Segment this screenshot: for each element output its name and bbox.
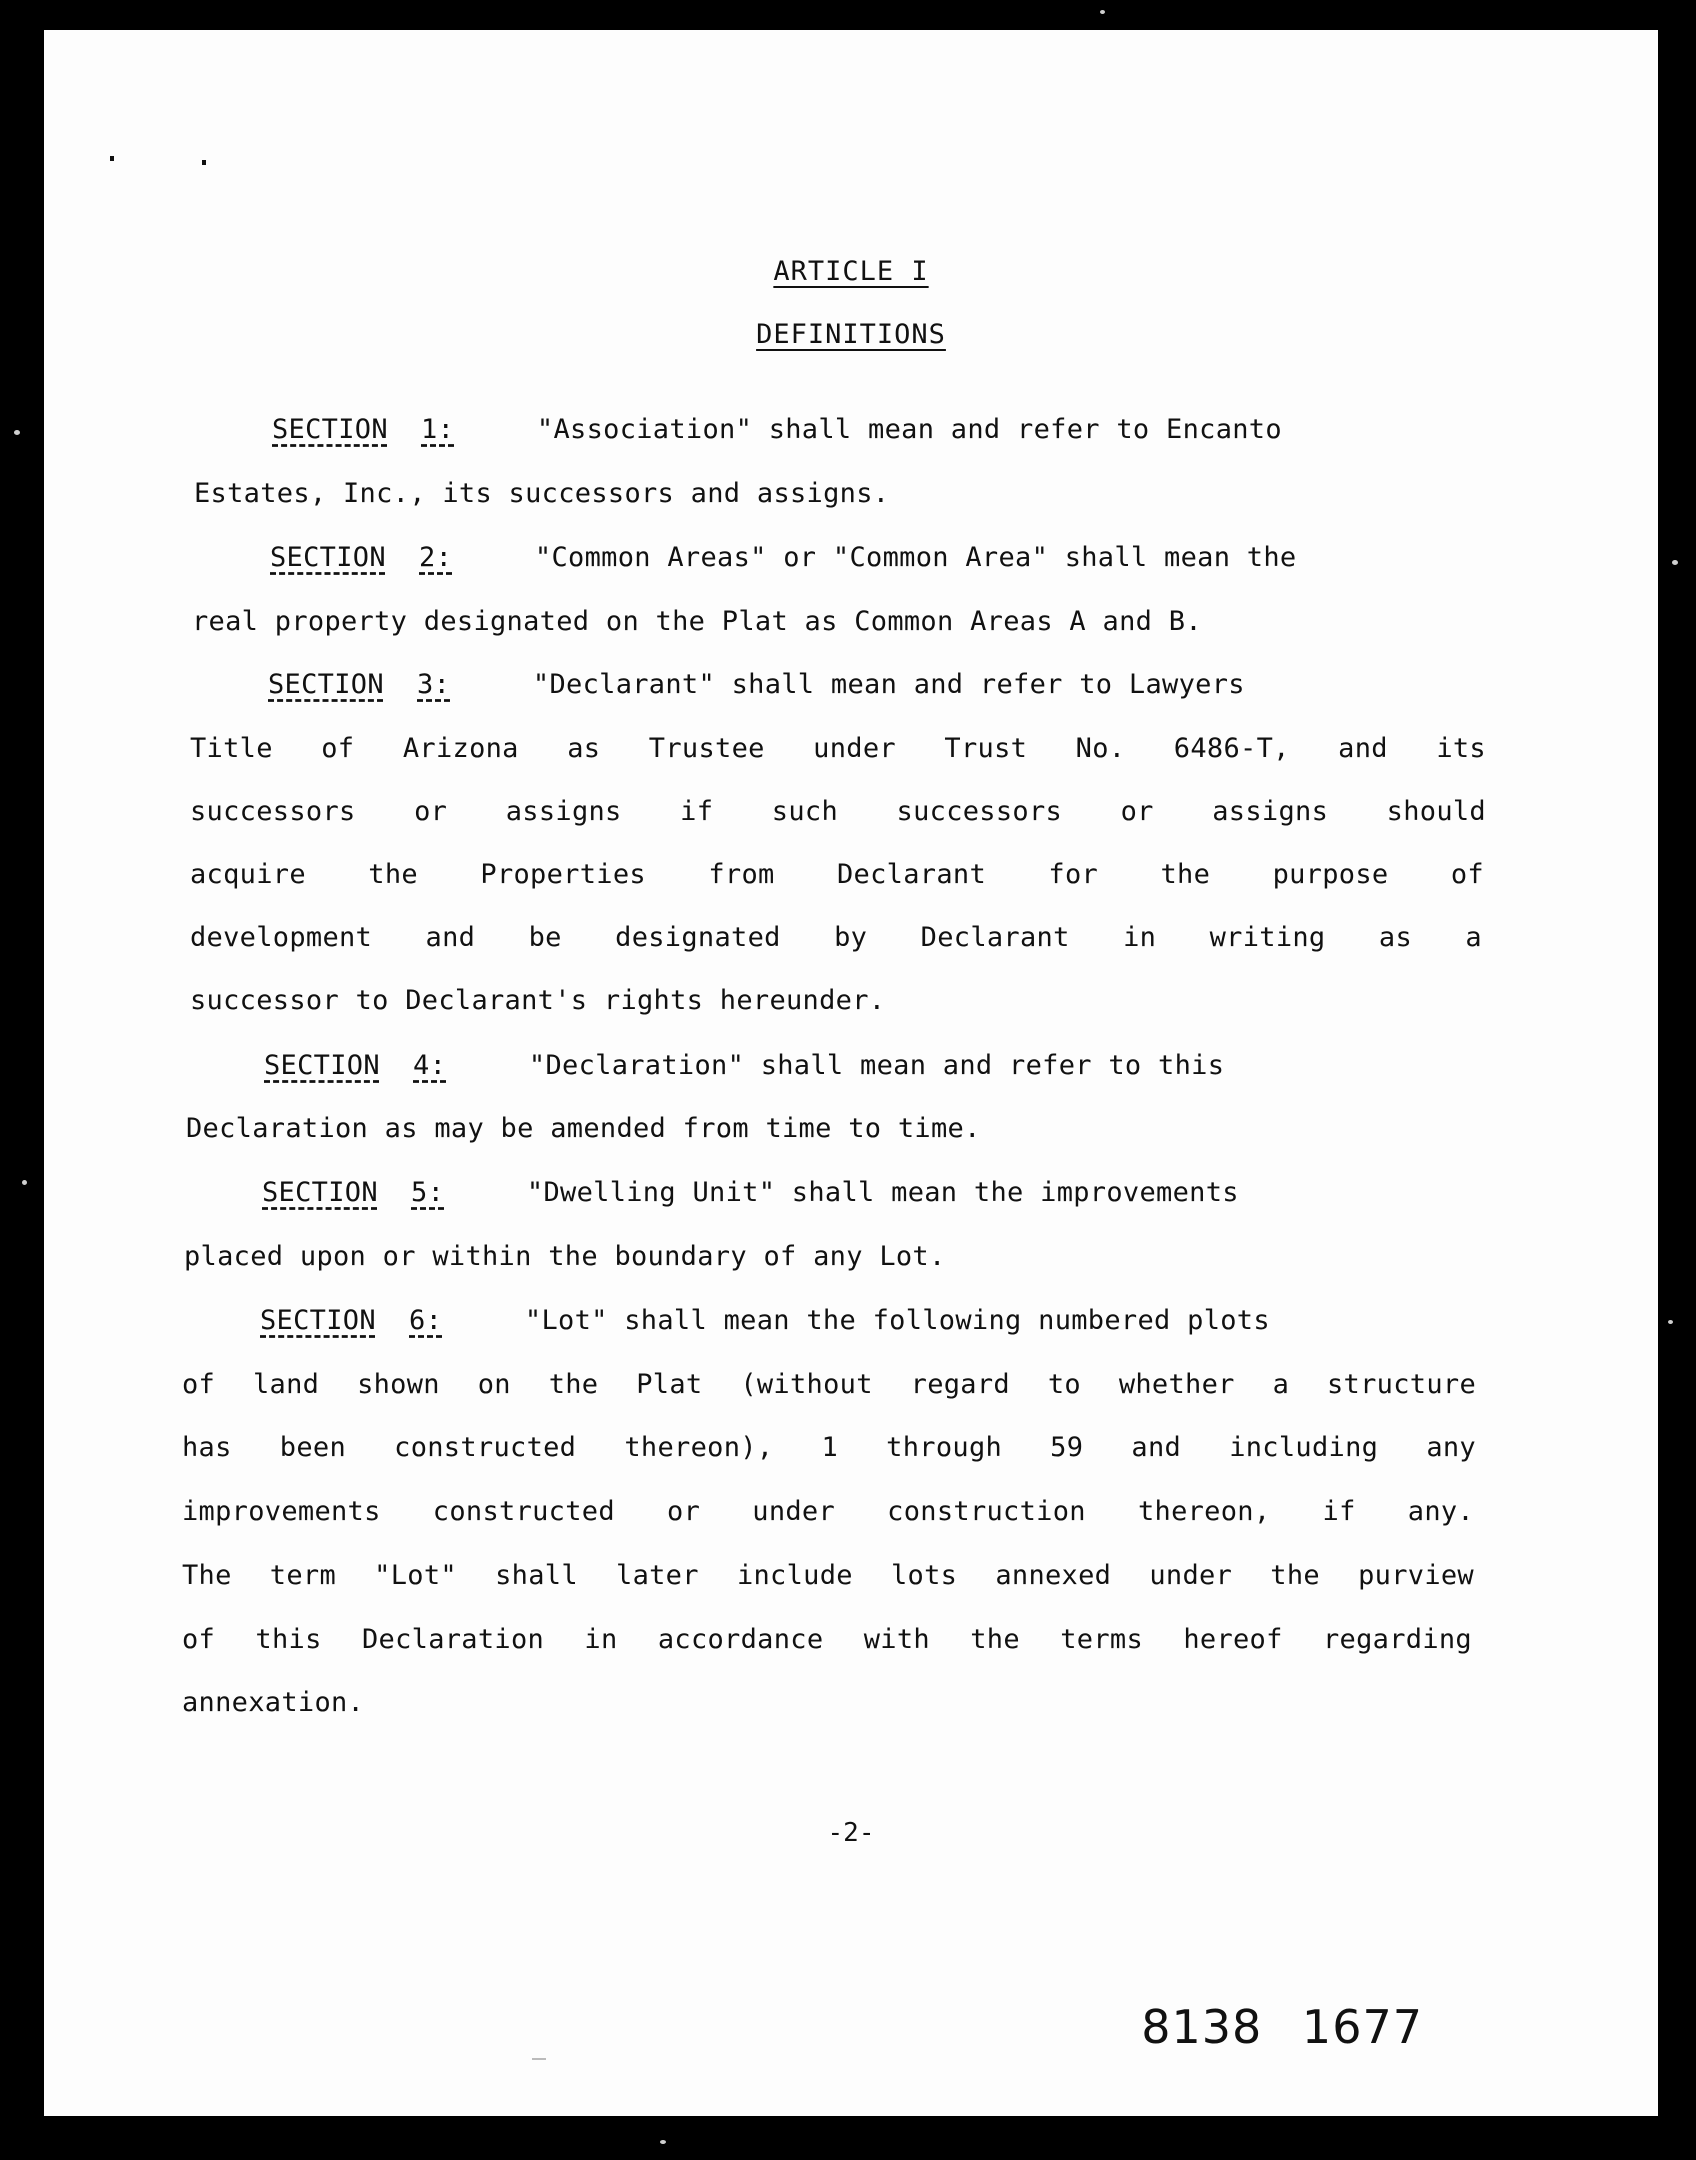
section-text: "Declaration" shall mean and refer to this	[528, 1050, 1225, 1081]
section-6-line: of land shown on the Plat (without regard to whether a structure	[182, 1369, 1476, 1400]
section-number: 3:	[417, 669, 451, 700]
section-text: "Association" shall mean and refer to Encanto	[536, 414, 1282, 445]
section-text: "Common Areas" or "Common Area" shall mean the	[534, 542, 1297, 573]
scan-speck	[1668, 1320, 1673, 1324]
page-number: -2-	[827, 1818, 875, 1848]
section-label: SECTION	[262, 1177, 378, 1208]
section-number: 2:	[419, 542, 453, 573]
article-subtitle: DEFINITIONS	[756, 319, 946, 350]
scan-speck	[22, 1180, 27, 1185]
section-6-line: The term "Lot" shall later include lots annexed under the purview	[182, 1560, 1474, 1591]
section-2-line: real property designated on the Plat as Common Areas A and B.	[192, 606, 1202, 637]
scan-speck	[660, 2140, 666, 2144]
section-number: 4:	[413, 1050, 447, 1081]
section-6-line: annexation.	[182, 1687, 365, 1718]
scan-speck	[532, 2058, 546, 2060]
section-1-first-line	[272, 414, 1282, 445]
scan-speck	[1100, 10, 1105, 14]
section-5-first-line	[262, 1177, 1239, 1208]
section-6-first-line	[260, 1305, 1270, 1336]
section-3-line: Title of Arizona as Trustee under Trust No. 6486-T, and its	[190, 733, 1486, 764]
section-number: 6:	[409, 1305, 443, 1336]
section-6-line: improvements constructed or under construction thereon, if any.	[182, 1496, 1474, 1527]
section-1-line: Estates, Inc., its successors and assigns.	[194, 478, 890, 509]
section-3-line: successor to Declarant's rights hereunder.	[190, 985, 886, 1016]
section-label: SECTION	[268, 669, 384, 700]
article-title: ARTICLE I	[773, 256, 929, 287]
section-number: 1:	[421, 414, 455, 445]
section-text: "Declarant" shall mean and refer to Lawyers	[532, 669, 1245, 700]
section-label: SECTION	[270, 542, 386, 573]
section-5-line: placed upon or within the boundary of any Lot.	[184, 1241, 946, 1272]
section-number: 5:	[411, 1177, 445, 1208]
section-6-line: has been constructed thereon), 1 through 59 and including any	[182, 1432, 1476, 1463]
section-3-line: acquire the Properties from Declarant for the purpose of	[190, 859, 1484, 890]
section-label: SECTION	[272, 414, 388, 445]
section-6-line: of this Declaration in accordance with the terms hereof regarding	[182, 1624, 1472, 1655]
section-text: "Dwelling Unit" shall mean the improvements	[526, 1177, 1239, 1208]
section-label: SECTION	[260, 1305, 376, 1336]
section-2-first-line	[270, 542, 1296, 573]
document-page	[44, 30, 1658, 2116]
scan-speck	[1672, 560, 1678, 565]
scan-speck	[110, 156, 114, 161]
section-label: SECTION	[264, 1050, 380, 1081]
section-4-first-line	[264, 1050, 1224, 1081]
section-text: "Lot" shall mean the following numbered plots	[524, 1305, 1270, 1336]
scan-speck	[202, 160, 206, 165]
section-3-first-line	[268, 669, 1245, 700]
section-4-line: Declaration as may be amended from time to time.	[186, 1113, 981, 1144]
section-3-line: successors or assigns if such successors or assigns should	[190, 796, 1486, 827]
scan-speck	[14, 430, 20, 435]
document-stamp-number: 8138 1677	[1141, 2000, 1423, 2054]
section-3-line: development and be designated by Declarant in writing as a	[190, 922, 1482, 953]
